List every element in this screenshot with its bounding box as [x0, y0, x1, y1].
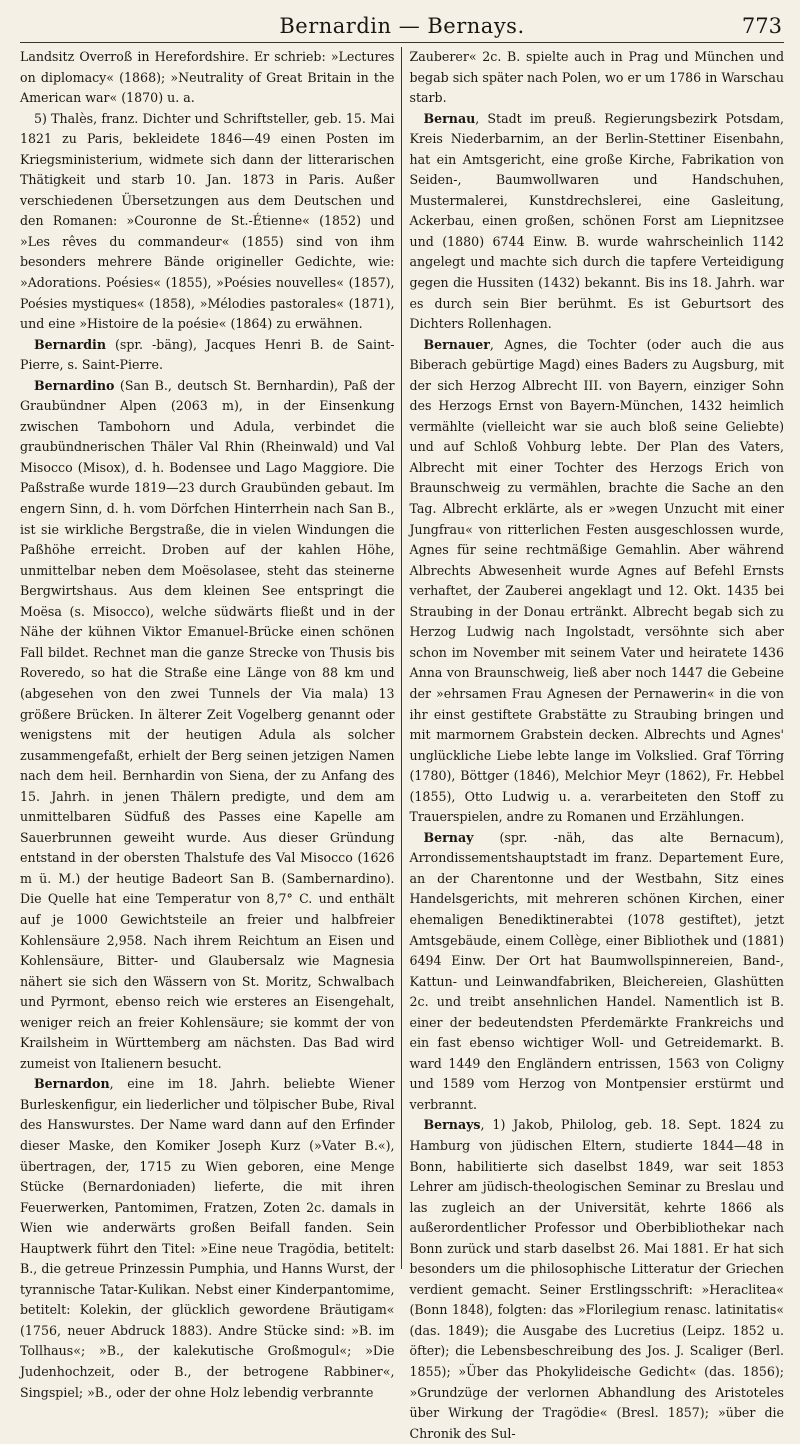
- entry-bernau: Bernau, Stadt im preuß. Regierungsbezirk Potsdam, Kreis Niederbarnim, an der Berlin-Stettiner Eisenbahn, hat ein Amtsgericht, eine große Kirche, Fabrikation von Seiden-, Baumwollwaren und Handschuhen, Mustermalerei, Kunstdrechslerei, eine Gasleitung, Ackerbau, einen großen, schönen Forst am Liepnitzsee und (1880) 6744 Einw. B. wurde wahrscheinlich 1142 angelegt und machte sich durch die tapfere Verteidigung gegen die Hussiten (1432) bekannt. Bis ins 18. Jahrh. war es durch sein Bier berühmt. Es ist Geburtsort des Dichters Rollenhagen.: [409, 110, 785, 332]
- text-columns: [20, 47, 785, 1441]
- entry-bernardin: Bernardin (spr. -bäng), Jacques Henri B. de Saint-Pierre, s. Saint-Pierre.: [20, 336, 395, 373]
- entry-paragraph: Zauberer« 2c. B. spielte auch in Prag und München und begab sich später nach Polen, wo er um 1786 in Warschau starb.: [409, 49, 785, 106]
- page-number: 773: [741, 14, 782, 38]
- running-title: Bernardin — Bernays.: [279, 14, 525, 38]
- entry-paragraph: Landsitz Overroß in Herefordshire. Er schrieb: »Lectures on diplomacy« (1868); »Neutrality of Great Britain in the American war« (1870) u. a.: [20, 49, 395, 106]
- headword: Bernauer: [423, 336, 490, 352]
- headword: Bernau: [423, 110, 476, 126]
- right-column: [402, 47, 785, 1441]
- entry-paragraph: 5) Thalès, franz. Dichter und Schriftsteller, geb. 15. Mai 1821 zu Paris, bekleidete 1846—49 einen Posten im Kriegsministerium, widmete sich dann der litterarischen Thätigkeit und starb 10. Jan. 1873 in Paris. Außer verschiedenen Übersetzungen aus dem Deutschen und den Romanen: »Couronne de St.-Étienne« (1852) und »Les rêves du commandeur« (1855) sind von ihm besonders mehrere Bände origineller Gedichte, wie: »Adorations. Poésies« (1855), »Poésies nouvelles« (1857), Poésies mystiques« (1858), »Mélodies pastorales« (1871), und eine »Histoire de la poésie« (1864) zu erwähnen.: [20, 110, 395, 332]
- headword: Bernardon: [34, 1076, 110, 1092]
- page-header: [20, 12, 784, 43]
- headword: Bernays: [423, 1117, 481, 1133]
- headword: Bernardino: [34, 377, 115, 393]
- entry-bernardino: Bernardino (San B., deutsch St. Bernhardin), Paß der Graubündner Alpen (2063 m), in der Einsenkung zwischen Tambohorn und Adula, verbindet die graubündnerischen Thäler Val Rhin (Rheinwald) und Val Misocco (Misox), d. h. Bodensee und Lago Maggiore. Die Paßstraße wurde 1819—23 durch Graubünden gebaut. Im engern Sinn, d. h. vom Dörfchen Hinterrhein nach San B., ist sie wirkliche Bergstraße, die in vielen Windungen die Paßhöhe erreicht. Droben auf der kahlen Höhe, unmittelbar neben dem Moësolasee, steht das steinerne Bergwirtshaus. Aus dem kleinen See entspringt die Moësa (s. Misocco), welche südwärts fließt und in der Nähe der kühnen Viktor Emanuel-Brücke einen schönen Fall bildet. Rechnet man die ganze Strecke von Thusis bis Roveredo, so hat die Straße eine Länge von 88 km und (abgesehen von den zwei Tunnels der Via mala) 13 größere Brücken. In älterer Zeit Vogelberg genannt oder wenigstens mit der heutigen Adula als solcher zusammengefaßt, erhielt der Berg seinen jetzigen Namen nach dem heil. Bernhardin von Siena, der zu Anfang des 15. Jahrh. in jenen Thälern predigte, und dem am unmittelbaren Südfuß des Passes eine Kapelle am Sauerbrunnen geweiht wurde. Aus dieser Gründung entstand in der obersten Thalstufe des Val Misocco (1626 m ü. M.) der heutige Badeort San B. (Sambernardino). Die Quelle hat eine Temperatur von 8,7° C. und enthält auf je 1000 Gewichtsteile an freier und halbfreier Kohlensäure 2,958. Nach ihrem Reichtum an Eisen und Kohlensäure, Bitter- und Glaubersalz wie Magnesia nähert sie sich den Wässern von St. Moritz, Schwalbach und Pyrmont, ebenso reich wie ersteres an Eisengehalt, weniger reich an freier Kohlensäure; sie kommt der von Krailsheim in Württemberg am nächsten. Das Bad wird zumeist von Italienern besucht.: [20, 377, 395, 1071]
- headword: Bernay: [423, 829, 474, 845]
- entry-bernays: Bernays, 1) Jakob, Philolog, geb. 18. Sept. 1824 zu Hamburg von jüdischen Eltern, studierte 1844—48 in Bonn, habilitierte sich daselbst 1849, war seit 1853 Lehrer am jüdisch-theologischen Seminar zu Breslau und las zugleich an der Universität, kehrte 1866 als außerordentlicher Professor und Oberbibliothekar nach Bonn zurück und starb daselbst 26. Mai 1881. Er hat sich besonders um die philosophische Litteratur der Griechen verdient gemacht. Seiner Erstlingsschrift: »Heraclitea« (Bonn 1848), folgten: das »Florilegium renasc. latinitatis« (das. 1849); die Ausgabe des Lucretius (Leipz. 1852 u. öfter); die Lebensbeschreibung des Jos. J. Scaliger (Berl. 1855); »Über das Phokylideische Gedicht« (das. 1856); »Grundzüge der verlornen Abhandlung des Aristoteles über Wirkung der Tragödie« (Bresl. 1857); »über die Chronik des Sul-: [409, 1117, 785, 1441]
- entry-bernay: Bernay (spr. -näh, das alte Bernacum), Arrondissementshauptstadt im franz. Departement Eure, an der Charentonne und der Westbahn, Sitz eines Handelsgerichts, mit mehreren schönen Kirchen, einer ehemaligen Benediktinerabtei (1078 gestiftet), jetzt Amtsgebäude, einem Collège, einer Bibliothek und (1881) 6494 Einw. Der Ort hat Baumwollspinnereien, Band-, Kattun- und Leinwandfabriken, Bleichereien, Glashütten 2c. und treibt ansehnlichen Handel. Namentlich ist B. einer der bedeutendsten Pferdemärkte Frankreichs und ein fast ebenso wichtiger Woll- und Getreidemarkt. B. ward 1449 den Engländern entrissen, 1563 von Coligny und 1589 vom Herzog von Montpensier erstürmt und verbrannt.: [409, 829, 785, 1112]
- headword: Bernardin: [34, 336, 106, 352]
- entry-bernardon: Bernardon, eine im 18. Jahrh. beliebte Wiener Burleskenfigur, ein liederlicher und tölpischer Bube, Rival des Hanswurstes. Der Name ward dann auf den Erfinder dieser Maske, den Komiker Joseph Kurz (»Vater B.«), übertragen, der, 1715 zu Wien geboren, eine Menge Stücke (Bernardoniaden) lieferte, die mit ihren Feuerwerken, Pantomimen, Fratzen, Zoten 2c. damals in Wien wie anderwärts großen Beifall fanden. Sein Hauptwerk führt den Titel: »Eine neue Tragödia, betitelt: B., die getreue Prinzessin Pumphia, und Hanns Wurst, der tyrannische Tatar-Kulikan. Nebst einer Kinderpantomime, betitelt: Kolekin, der glücklich gewordene Bräutigam« (1756, neuer Abdruck 1883). Andre Stücke sind: »B. im Tollhaus«; »B., der kalekutische Großmogul«; »Die Judenhochzeit, oder B., der betrogene Rabbiner«, Singspiel; »B., oder der ohne Holz lebendig verbrannte: [20, 1076, 395, 1400]
- entry-bernauer: Bernauer, Agnes, die Tochter (oder auch die aus Biberach gebürtige Magd) eines Baders zu Augsburg, mit der sich Herzog Albrecht III. von Bayern, einziger Sohn des Herzogs Ernst von Bayern-München, 1432 heimlich vermählte (vielleicht war sie auch bloß seine Geliebte) und auf Schloß Vohburg lebte. Der Plan des Vaters, Albrecht mit einer Tochter des Herzogs Erich von Braunschweig zu vermählen, brachte die Sache an den Tag. Albrecht erklärte, als er »wegen Unzucht mit einer Jungfrau« von ritterlichen Festen ausgeschlossen wurde, Agnes für seine rechtmäßige Gemahlin. Aber während Albrechts Abwesenheit wurde Agnes auf Befehl Ernsts verhaftet, der Zauberei angeklagt und 12. Okt. 1435 bei Straubing in der Donau ertränkt. Albrecht begab sich zu Herzog Ludwig nach Ingolstadt, versöhnte sich aber schon im November mit seinem Vater und heiratete 1436 Anna von Braunschweig, ließ aber noch 1447 die Gebeine der »ehrsamen Frau Agnesen der Pernawerin« in die von ihr einst gestiftete Grabstätte zu Straubing bringen und mit marmornem Grabstein decken. Albrechts und Agnes' unglückliche Liebe lebte lange im Volkslied. Graf Törring (1780), Böttger (1846), Melchior Meyr (1862), Fr. Hebbel (1855), Otto Ludwig u. a. verarbeiteten den Stoff zu Trauerspielen, andre zu Romanen und Erzählungen.: [409, 336, 785, 825]
- left-column: [20, 47, 401, 1400]
